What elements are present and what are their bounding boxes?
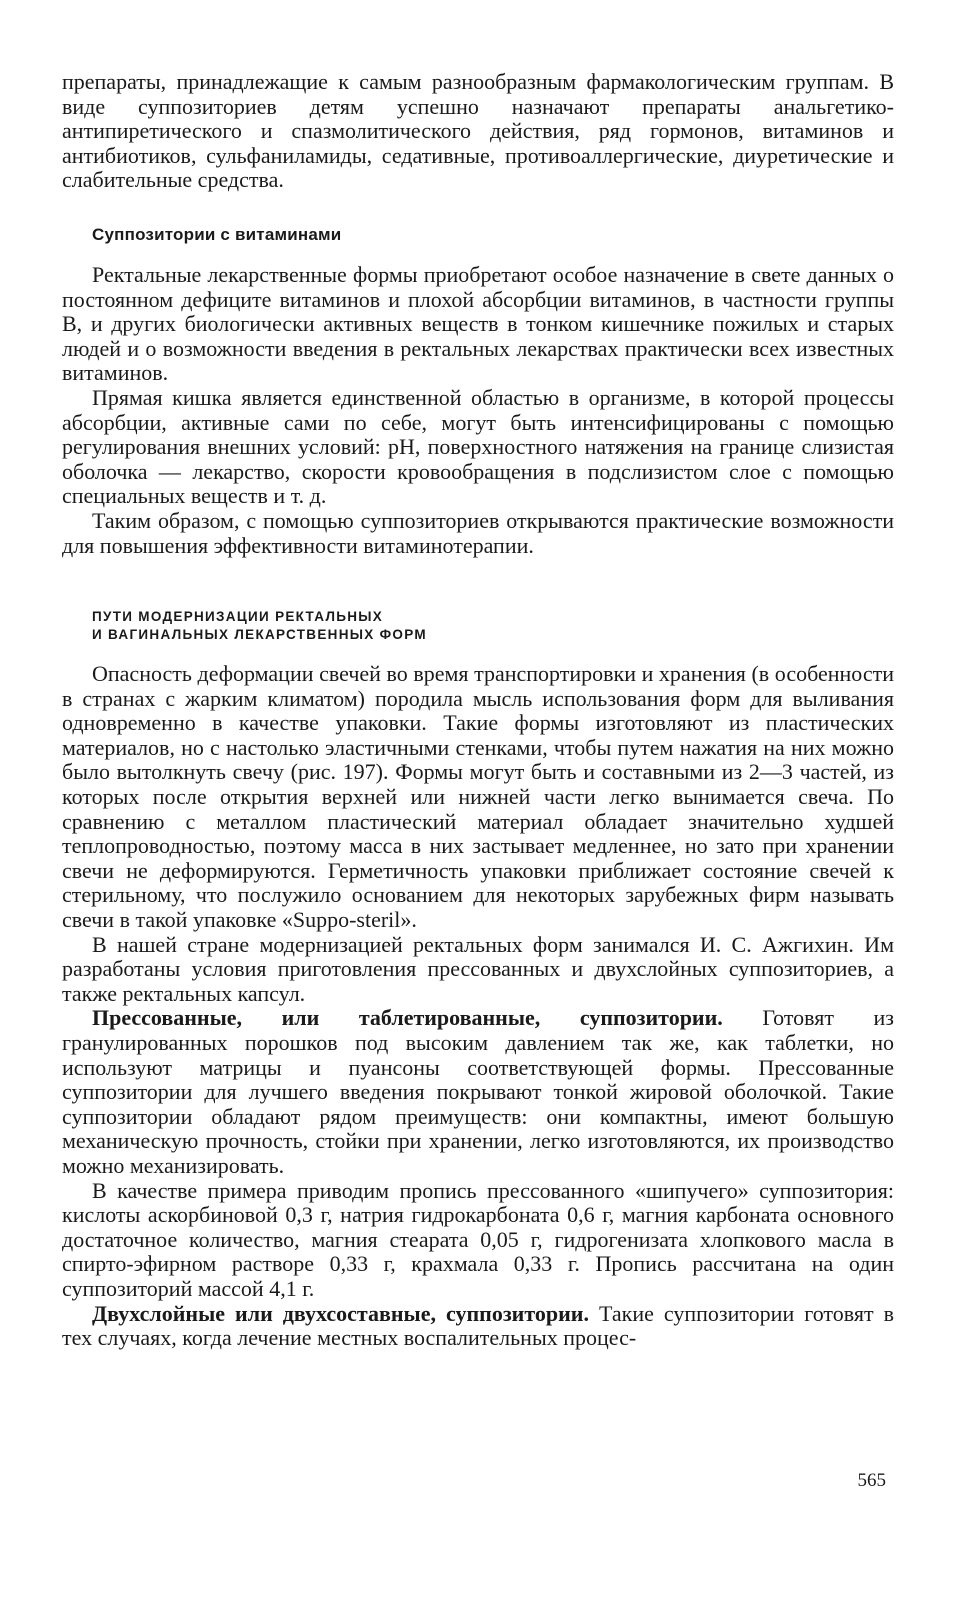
page-content xyxy=(62,70,894,1351)
example-recipe-paragraph: В качестве примера приводим пропись прессованного «шипучего» суппозитория: кислоты аскорбиновой 0,3 г, натрия гидрокарбоната 0,6 г, магния карбоната основного достаточное количество, магния стеарата 0,05 г, гидрогенизата хлопкового масла в спирто-эфирном растворе 0,33 г, крахмала 0,33 г. Пропись рассчитана на один суппозиторий массой 4,1 г. xyxy=(62,1177,894,1301)
vitamins-paragraph-3: Таким образом, с помощью суппозиториев открываются практические возможности для повышения эффективности витаминотерапии. xyxy=(62,507,894,558)
vitamins-paragraph-2: Прямая кишка является единственной областью в организме, в которой процессы абсорбции, активные сами по себе, могут быть интенсифицированы с помощью регулирования внешних условий: pH, поверхностного натяжения на границе слизистая оболочка — лекарство, скорости кровообращения в подслизистом слое с помощью специальных веществ и т. д. xyxy=(62,384,894,509)
modernization-heading-line-1: ПУТИ МОДЕРНИЗАЦИИ РЕКТАЛЬНЫХ xyxy=(92,609,384,625)
modernization-paragraph-2: В нашей стране модернизацией ректальных форм занимался И. С. Ажгихин. Им разработаны условия приготовления прессованных и двухслойных суппозиториев, а также ректальных капсул. xyxy=(62,931,894,1006)
modernization-section-heading xyxy=(92,608,894,644)
pressed-suppositories-text: Готовят из гранулированных порошков под высоким давлением так же, как таблетки, но используют матрицы и пуансоны соответствующей формы. Прессованные суппозитории для лучшего введения покрывают тонкой жировой оболочкой. Такие суппозитории обладают рядом преимуществ: они компактны, имеют большую механическую прочность, стойки при хранении, легко изготовляются, их производство можно механизировать. xyxy=(62,1005,894,1178)
pressed-suppositories-lead: Прессованные, или таблетированные, суппозитории. xyxy=(92,1005,723,1031)
two-layer-suppositories-lead: Двухслойные или двухсоставные, суппозитории. xyxy=(92,1300,589,1326)
vitamins-section-heading: Суппозитории с витаминами xyxy=(92,224,342,244)
modernization-paragraph-1: Опасность деформации свечей во время транспортировки и хранения (в особенности в странах с жарким климатом) породила мысль использования форм для выливания одновременно в качестве упаковки. Такие формы изготовляют из пластических материалов, но с настолько эластичными стенками, чтобы путем нажатия на них можно было вытолкнуть свечу (рис. 197). Формы могут быть и составными из 2—3 частей, из которых после открытия верхней или нижней части легко вынимается свеча. По сравнению с металлом пластический материал обладает значительно худшей теплопроводностью, поэтому масса в них застывает медленнее, но зато при хранении свечи не деформируются. Герметичность упаковки приближает состояние свечей к стерильному, что послужило основанием для некоторых зарубежных фирм называть свечи в такой упаковке «Suppo-steril». xyxy=(62,661,894,933)
intro-paragraph: препараты, принадлежащие к самым разнообразным фармакологическим группам. В виде суппозиториев детям успешно назначают препараты анальгетико-антипиретического и спазмолитического действия, ряд гормонов, витаминов и антибиотиков, сульфаниламиды, седативные, противоаллергические, диуретические и слабительные средства. xyxy=(62,69,894,193)
modernization-heading-line-2: И ВАГИНАЛЬНЫХ ЛЕКАРСТВЕННЫХ ФОРМ xyxy=(92,627,427,643)
two-layer-suppositories-text: Такие суппозитории готовят в тех случаях, когда лечение местных воспалительных процес- xyxy=(62,1300,894,1351)
vitamins-paragraph-1: Ректальные лекарственные формы приобретают особое назначение в свете данных о постоянном дефиците витаминов и плохой абсорбции витаминов, в частности группы В, и других биологически активных веществ в тонком кишечнике пожилых и старых людей и о возможности введения в ректальных лекарствах практически всех известных витаминов. xyxy=(62,261,894,386)
page-number: 565 xyxy=(857,1470,886,1491)
pressed-suppositories-paragraph xyxy=(62,1006,894,1178)
two-layer-suppositories-paragraph xyxy=(62,1302,894,1351)
